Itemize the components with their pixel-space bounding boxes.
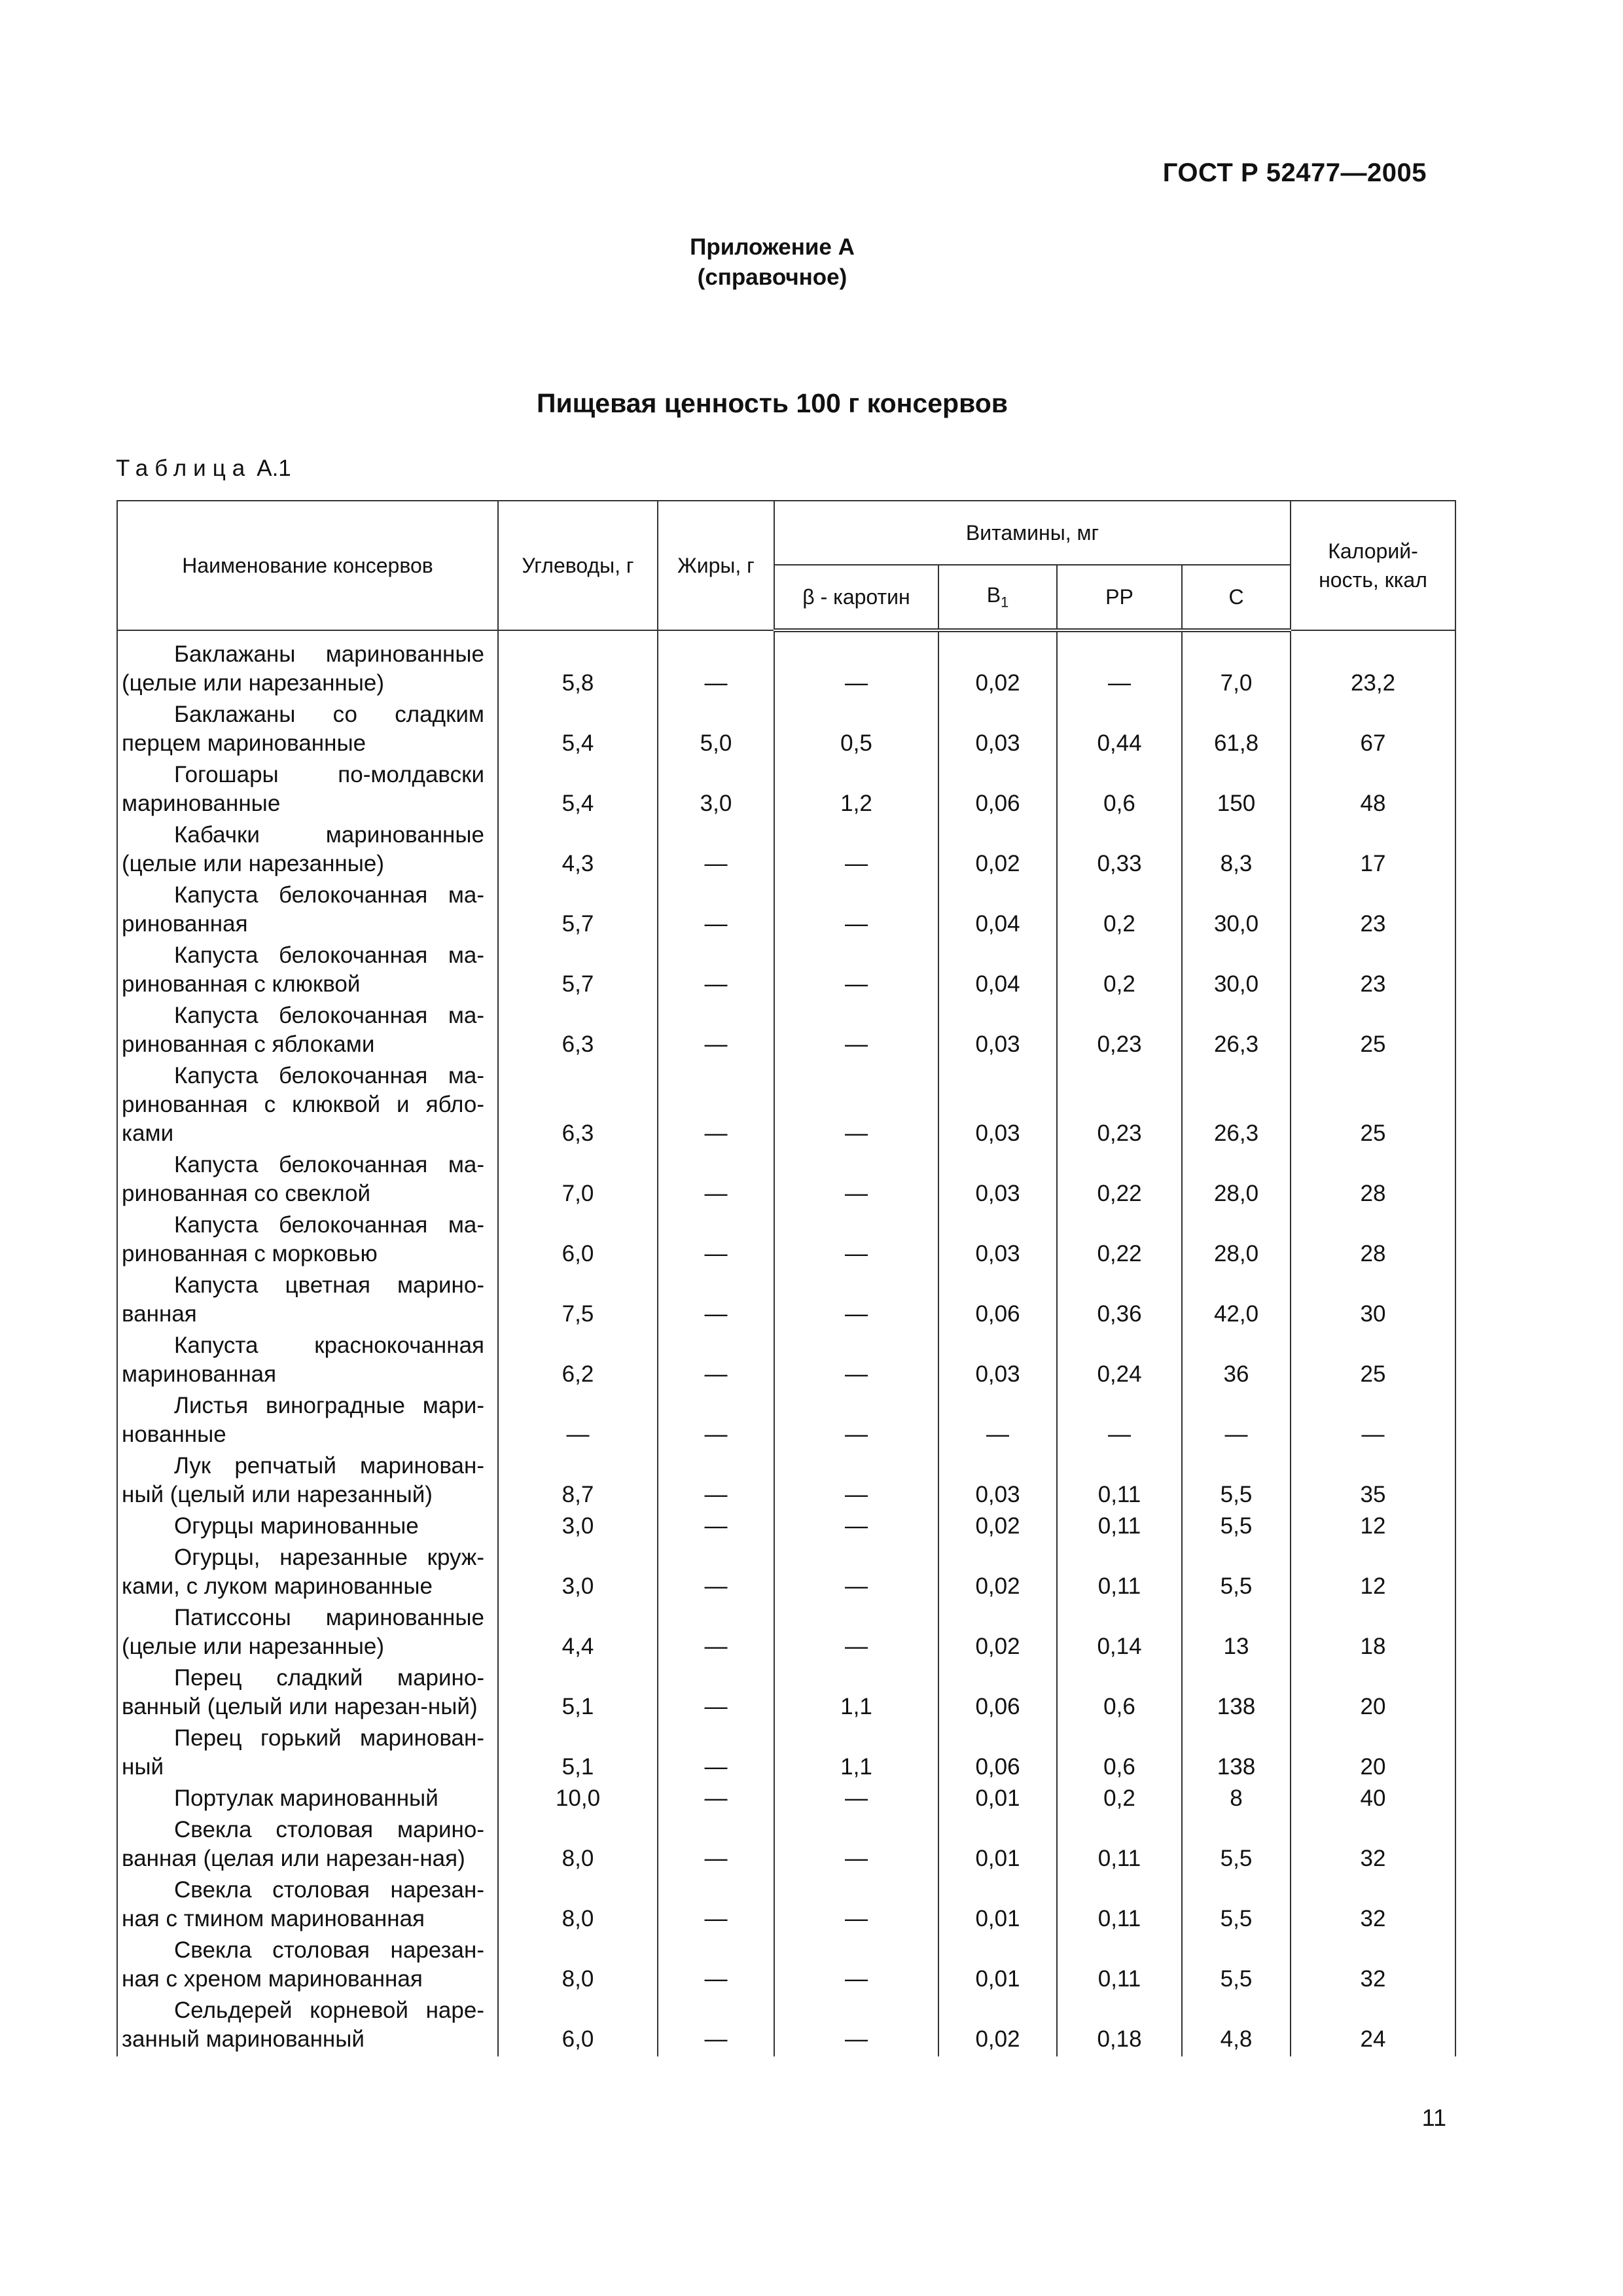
carotene-cell: 0,5 [774,700,938,761]
carotene-cell: — [774,1936,938,1996]
pp-cell: 0,6 [1057,761,1182,821]
table-row [117,1001,1455,1062]
carotene-cell: 1,1 [774,1664,938,1724]
table-row [117,881,1455,941]
product-name: Огурцы, нарезанные круж-ками, с луком маринованные [122,1545,484,1599]
calories-cell: 25 [1291,1331,1455,1391]
b1-cell: 0,06 [938,1664,1057,1724]
carotene-cell: — [774,1512,938,1543]
header-carotene: β - каротин [774,565,938,630]
b1-cell: 0,01 [938,1936,1057,1996]
fats-cell: — [658,1001,774,1062]
fats-cell: — [658,1151,774,1211]
product-name: Патиссоны маринованные (целые или нарезанные) [122,1605,484,1659]
product-name-cell [117,1876,498,1936]
header-carbs: Углеводы, г [498,501,658,630]
product-name-cell [117,1604,498,1664]
carbs-cell: 3,0 [498,1512,658,1543]
product-name: Свекла столовая нарезан-ная с тмином маринованная [122,1877,484,1931]
fats-cell: 3,0 [658,761,774,821]
pp-cell: 0,2 [1057,941,1182,1001]
vitamin-c-cell: 8,3 [1182,821,1291,881]
b1-cell: 0,04 [938,881,1057,941]
carotene-cell: — [774,1331,938,1391]
pp-cell: 0,2 [1057,1784,1182,1816]
b1-cell: 0,03 [938,1211,1057,1271]
carbs-cell: 4,3 [498,821,658,881]
carotene-cell: — [774,1151,938,1211]
calories-cell: 48 [1291,761,1455,821]
b1-cell: 0,02 [938,630,1057,700]
carotene-cell: — [774,821,938,881]
calories-cell: 24 [1291,1996,1455,2056]
vitamin-c-cell: 5,5 [1182,1876,1291,1936]
product-name: Кабачки маринованные (целые или нарезанные) [122,822,484,876]
product-name: Сельдерей корневой наре-занный маринованный [122,1998,484,2052]
carbs-cell: 6,3 [498,1062,658,1151]
product-name-cell [117,1664,498,1724]
table-row [117,1331,1455,1391]
product-name: Капуста белокочанная ма-ринованная с морковью [122,1212,484,1266]
table-row [117,821,1455,881]
table-row [117,1452,1455,1512]
b1-cell: 0,01 [938,1784,1057,1816]
carbs-cell: 4,4 [498,1604,658,1664]
carotene-cell: — [774,1271,938,1331]
carbs-cell: 8,0 [498,1876,658,1936]
table-row [117,761,1455,821]
product-name: Баклажаны со сладким перцем маринованные [122,702,484,756]
calories-cell: 28 [1291,1151,1455,1211]
table-row [117,700,1455,761]
table-row [117,1512,1455,1543]
pp-cell: 0,2 [1057,881,1182,941]
fats-cell: — [658,881,774,941]
calories-cell: 23 [1291,941,1455,1001]
fats-cell: — [658,1936,774,1996]
calories-cell: 25 [1291,1001,1455,1062]
pp-cell: 0,24 [1057,1331,1182,1391]
fats-cell: — [658,1784,774,1816]
product-name: Свекла столовая нарезан-ная с хреном маринованная [122,1937,484,1992]
vitamin-c-cell: 4,8 [1182,1996,1291,2056]
product-name: Перец горький маринован-ный [122,1725,484,1780]
fats-cell: — [658,1996,774,2056]
b1-cell: 0,03 [938,1452,1057,1512]
product-name: Лук репчатый маринован-ный (целый или нарезанный) [122,1453,484,1507]
fats-cell: — [658,941,774,1001]
calories-cell: 20 [1291,1724,1455,1784]
product-name-cell [117,1211,498,1271]
product-name: Капуста цветная марино-ванная [122,1272,484,1327]
fats-cell: — [658,1062,774,1151]
carbs-cell: 5,1 [498,1664,658,1724]
table-row [117,1543,1455,1604]
header-fats: Жиры, г [658,501,774,630]
product-name: Гогошары по-молдавски маринованные [122,762,484,816]
b1-cell: 0,02 [938,1543,1057,1604]
vitamin-c-cell: 5,5 [1182,1543,1291,1604]
table-number: А.1 [257,456,291,481]
vitamin-c-cell: 8 [1182,1784,1291,1816]
carbs-cell: 7,5 [498,1271,658,1331]
product-name-cell [117,1331,498,1391]
pp-cell: 0,36 [1057,1271,1182,1331]
calories-cell: 40 [1291,1784,1455,1816]
table-row [117,1211,1455,1271]
pp-cell: 0,23 [1057,1001,1182,1062]
fats-cell: — [658,630,774,700]
carotene-cell: — [774,1062,938,1151]
carotene-cell: — [774,1391,938,1452]
fats-cell: — [658,1664,774,1724]
product-name-cell [117,761,498,821]
pp-cell: — [1057,1391,1182,1452]
carbs-cell: — [498,1391,658,1452]
vitamin-c-cell: 138 [1182,1724,1291,1784]
standard-number: ГОСТ Р 52477—2005 [1162,158,1427,187]
fats-cell: — [658,1331,774,1391]
fats-cell: — [658,1271,774,1331]
calories-cell: 67 [1291,700,1455,761]
product-name-cell [117,941,498,1001]
page-title: Пищевая ценность 100 г консервов [537,388,1008,418]
carbs-cell: 5,4 [498,700,658,761]
pp-cell: 0,11 [1057,1452,1182,1512]
pp-cell: 0,44 [1057,700,1182,761]
fats-cell: — [658,1816,774,1876]
vitamin-c-cell: 30,0 [1182,941,1291,1001]
pp-cell: — [1057,630,1182,700]
calories-cell: — [1291,1391,1455,1452]
carotene-cell: — [774,881,938,941]
product-name-cell [117,1271,498,1331]
b1-cell: 0,06 [938,761,1057,821]
carotene-cell: 1,1 [774,1724,938,1784]
vitamin-c-cell: 138 [1182,1664,1291,1724]
pp-cell: 0,18 [1057,1996,1182,2056]
product-name: Перец сладкий марино-ванный (целый или нарезан-ный) [122,1665,484,1719]
table-label [116,456,291,482]
calories-cell: 23,2 [1291,630,1455,700]
carotene-cell: — [774,630,938,700]
carbs-cell: 5,8 [498,630,658,700]
calories-cell: 25 [1291,1062,1455,1151]
vitamin-c-cell: 36 [1182,1331,1291,1391]
b1-cell: — [938,1391,1057,1452]
table-row [117,1151,1455,1211]
b1-cell: 0,06 [938,1271,1057,1331]
product-name: Капуста белокочанная ма-ринованная [122,882,484,937]
vitamin-c-cell: 42,0 [1182,1271,1291,1331]
header-calories-label: Калорий-ность, ккал [1319,539,1427,592]
carotene-cell: — [774,941,938,1001]
fats-cell: — [658,1604,774,1664]
fats-cell: — [658,1512,774,1543]
carotene-cell: — [774,1211,938,1271]
calories-cell: 12 [1291,1512,1455,1543]
product-name-cell [117,630,498,700]
header-b1-sub: 1 [1001,594,1009,611]
product-name: Огурцы маринованные [174,1513,419,1539]
b1-cell: 0,06 [938,1724,1057,1784]
table-row [117,1604,1455,1664]
product-name: Капуста белокочанная ма-ринованная со свеклой [122,1152,484,1206]
product-name-cell [117,1512,498,1543]
calories-cell: 23 [1291,881,1455,941]
carotene-cell: — [774,1452,938,1512]
pp-cell: 0,11 [1057,1816,1182,1876]
product-name-cell [117,1001,498,1062]
header-pp: PP [1057,565,1182,630]
page-number: 11 [1421,2104,1446,2131]
carbs-cell: 6,0 [498,1996,658,2056]
calories-cell: 17 [1291,821,1455,881]
carbs-cell: 5,1 [498,1724,658,1784]
product-name-cell [117,700,498,761]
b1-cell: 0,03 [938,1331,1057,1391]
calories-cell: 32 [1291,1816,1455,1876]
product-name-cell [117,1724,498,1784]
header-c: C [1182,565,1291,630]
table-row [117,1391,1455,1452]
header-calories [1291,501,1455,630]
product-name-cell [117,1816,498,1876]
carbs-cell: 6,0 [498,1211,658,1271]
table-row [117,1996,1455,2056]
product-name-cell [117,1936,498,1996]
carbs-cell: 5,7 [498,941,658,1001]
table-row [117,1816,1455,1876]
carotene-cell: — [774,1001,938,1062]
fats-cell: — [658,1724,774,1784]
calories-cell: 32 [1291,1876,1455,1936]
pp-cell: 0,11 [1057,1936,1182,1996]
carbs-cell: 3,0 [498,1543,658,1604]
table-row [117,1876,1455,1936]
b1-cell: 0,04 [938,941,1057,1001]
product-name: Портулак маринованный [174,1785,438,1811]
carbs-cell: 10,0 [498,1784,658,1816]
b1-cell: 0,01 [938,1816,1057,1876]
product-name-cell [117,1452,498,1512]
carbs-cell: 5,7 [498,881,658,941]
pp-cell: 0,11 [1057,1512,1182,1543]
product-name-cell [117,1151,498,1211]
product-name: Свекла столовая марино-ванная (целая или нарезан-ная) [122,1817,484,1871]
table-row [117,1936,1455,1996]
calories-cell: 28 [1291,1211,1455,1271]
pp-cell: 0,14 [1057,1604,1182,1664]
carotene-cell: — [774,1876,938,1936]
calories-cell: 32 [1291,1936,1455,1996]
product-name-cell [117,821,498,881]
calories-cell: 30 [1291,1271,1455,1331]
product-name: Баклажаны маринованные (целые или нарезанные) [122,641,484,696]
vitamin-c-cell: 26,3 [1182,1062,1291,1151]
header-b1-label: B [986,583,1001,607]
table-row [117,1784,1455,1816]
table-row [117,1724,1455,1784]
b1-cell: 0,02 [938,1604,1057,1664]
carbs-cell: 8,7 [498,1452,658,1512]
header-vitamins: Витамины, мг [774,501,1291,565]
b1-cell: 0,02 [938,821,1057,881]
b1-cell: 0,02 [938,1996,1057,2056]
vitamin-c-cell: 13 [1182,1604,1291,1664]
b1-cell: 0,01 [938,1876,1057,1936]
vitamin-c-cell: — [1182,1391,1291,1452]
product-name: Капуста белокочанная ма-ринованная с яблоками [122,1003,484,1057]
carbs-cell: 8,0 [498,1936,658,1996]
vitamin-c-cell: 5,5 [1182,1452,1291,1512]
pp-cell: 0,11 [1057,1876,1182,1936]
carbs-cell: 8,0 [498,1816,658,1876]
fats-cell: — [658,821,774,881]
fats-cell: — [658,1391,774,1452]
nutrition-table [116,500,1456,2056]
product-name-cell [117,1996,498,2056]
calories-cell: 12 [1291,1543,1455,1604]
fats-cell: — [658,1543,774,1604]
vitamin-c-cell: 150 [1182,761,1291,821]
vitamin-c-cell: 5,5 [1182,1936,1291,1996]
carotene-cell: — [774,1543,938,1604]
vitamin-c-cell: 30,0 [1182,881,1291,941]
product-name: Листья виноградные мари-нованные [122,1393,484,1447]
appendix-title: Приложение А [690,234,855,260]
carbs-cell: 6,2 [498,1331,658,1391]
calories-cell: 18 [1291,1604,1455,1664]
appendix-type: (справочное) [697,264,847,290]
vitamin-c-cell: 5,5 [1182,1512,1291,1543]
pp-cell: 0,6 [1057,1724,1182,1784]
pp-cell: 0,23 [1057,1062,1182,1151]
table-row [117,630,1455,700]
vitamin-c-cell: 5,5 [1182,1816,1291,1876]
carotene-cell: — [774,1996,938,2056]
carbs-cell: 6,3 [498,1001,658,1062]
carotene-cell: — [774,1816,938,1876]
vitamin-c-cell: 28,0 [1182,1151,1291,1211]
product-name-cell [117,881,498,941]
pp-cell: 0,22 [1057,1211,1182,1271]
pp-cell: 0,22 [1057,1151,1182,1211]
fats-cell: — [658,1211,774,1271]
pp-cell: 0,6 [1057,1664,1182,1724]
carbs-cell: 5,4 [498,761,658,821]
table-row [117,1271,1455,1331]
calories-cell: 35 [1291,1452,1455,1512]
table-word: Таблица [116,456,252,481]
fats-cell: — [658,1452,774,1512]
carotene-cell: — [774,1604,938,1664]
header-b1 [938,565,1057,630]
fats-cell: 5,0 [658,700,774,761]
b1-cell: 0,03 [938,1151,1057,1211]
b1-cell: 0,03 [938,700,1057,761]
product-name-cell [117,1543,498,1604]
vitamin-c-cell: 26,3 [1182,1001,1291,1062]
b1-cell: 0,02 [938,1512,1057,1543]
vitamin-c-cell: 7,0 [1182,630,1291,700]
header-name: Наименование консервов [117,501,498,630]
b1-cell: 0,03 [938,1001,1057,1062]
product-name-cell [117,1391,498,1452]
product-name: Капуста краснокочанная маринованная [122,1333,484,1387]
carotene-cell: — [774,1784,938,1816]
table-row [117,1664,1455,1724]
pp-cell: 0,33 [1057,821,1182,881]
table-row [117,941,1455,1001]
fats-cell: — [658,1876,774,1936]
b1-cell: 0,03 [938,1062,1057,1151]
vitamin-c-cell: 61,8 [1182,700,1291,761]
carotene-cell: 1,2 [774,761,938,821]
product-name: Капуста белокочанная ма-ринованная с клюквой и ябло-ками [122,1063,484,1146]
product-name: Капуста белокочанная ма-ринованная с клюквой [122,942,484,997]
calories-cell: 20 [1291,1664,1455,1724]
carbs-cell: 7,0 [498,1151,658,1211]
product-name-cell [117,1062,498,1151]
product-name-cell [117,1784,498,1816]
vitamin-c-cell: 28,0 [1182,1211,1291,1271]
table-row [117,1062,1455,1151]
pp-cell: 0,11 [1057,1543,1182,1604]
